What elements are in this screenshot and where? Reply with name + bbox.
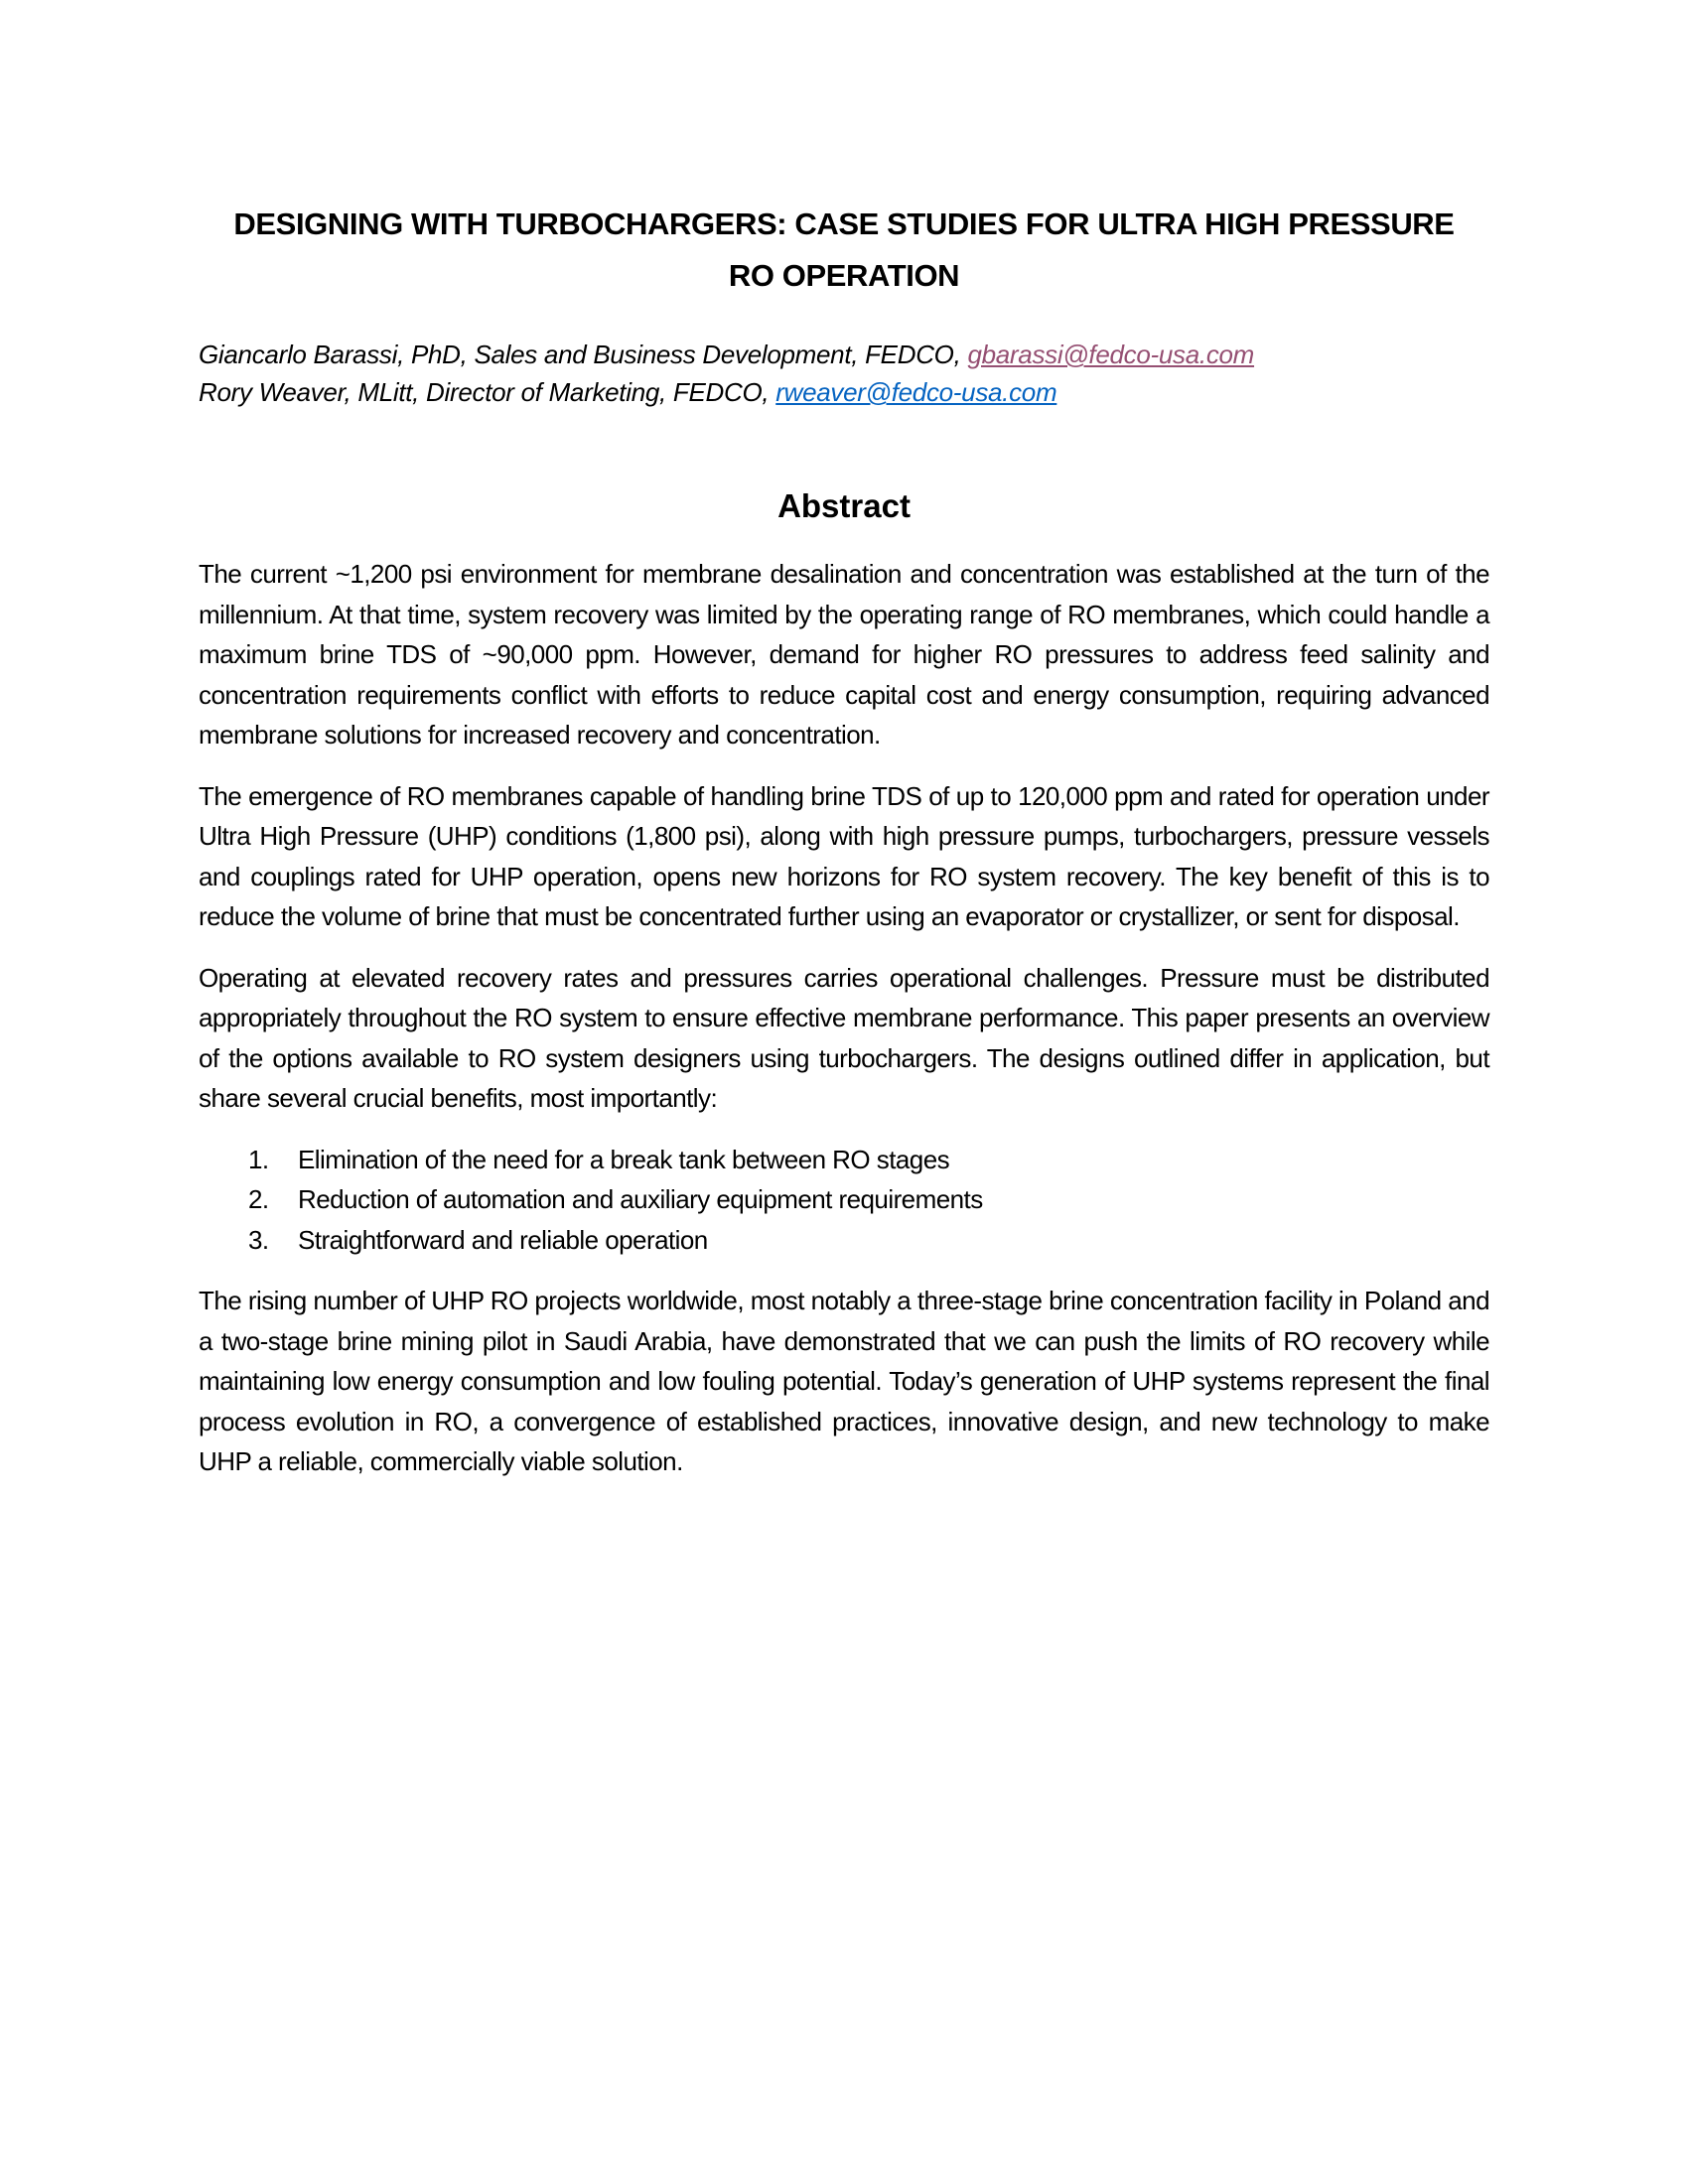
list-item-text: Elimination of the need for a break tank between RO stages — [298, 1144, 950, 1174]
paper-title-line-1: DESIGNING WITH TURBOCHARGERS: CASE STUDIES FOR ULTRA HIGH PRESSURE — [233, 206, 1455, 241]
abstract-heading: Abstract — [777, 487, 911, 524]
list-item-number: 1. — [248, 1144, 269, 1174]
list-item-text: Straightforward and reliable operation — [298, 1224, 708, 1255]
list-item-text: Reduction of automation and auxiliary equipment requirements — [298, 1184, 983, 1214]
author-1-email-link[interactable]: gbarassi@fedco-usa.com — [967, 340, 1255, 369]
abstract-body — [199, 554, 1489, 1503]
author-block — [199, 336, 1489, 411]
list-item — [199, 1220, 1489, 1261]
list-item-number: 3. — [248, 1224, 269, 1255]
list-item — [199, 1179, 1489, 1220]
benefits-list — [199, 1140, 1489, 1261]
author-2-affiliation: Rory Weaver, MLitt, Director of Marketing, FEDCO, — [199, 377, 776, 407]
abstract-paragraph-3: Operating at elevated recovery rates and pressures carries operational challenges. Pressure must be distributed appropriately throughout the RO system to ensure effective membrane performance. This paper presents an overview of the options available to RO system designers using turbochargers. The designs outlined differ in application, but share several crucial benefits, most importantly: — [199, 962, 1489, 1113]
author-line-1 — [199, 336, 1489, 373]
author-line-2 — [199, 373, 1489, 411]
abstract-paragraph-2: The emergence of RO membranes capable of handling brine TDS of up to 120,000 ppm and rated for operation under Ultra High Pressure (UHP) conditions (1,800 psi), along with high pressure pumps, turbochargers, pressure vessels and couplings rated for UHP operation, opens new horizons for RO system recovery. The key benefit of this is to reduce the volume of brine that must be concentrated further using an evaporator or crystallizer, or sent for disposal. — [199, 780, 1489, 931]
list-item — [199, 1140, 1489, 1180]
abstract-closing-paragraph: The rising number of UHP RO projects worldwide, most notably a three-stage brine concentration facility in Poland and a two-stage brine mining pilot in Saudi Arabia, have demonstrated that we can push the limits of RO recovery while maintaining low energy consumption and low fouling potential. Today’s generation of UHP systems represent the final process evolution in RO, a convergence of established practices, innovative design, and new technology to make UHP a reliable, commercially viable solution. — [199, 1286, 1489, 1476]
paper-title — [199, 199, 1489, 302]
paper-title-line-2: RO OPERATION — [728, 258, 960, 293]
abstract-paragraph-1: The current ~1,200 psi environment for membrane desalination and concentration was established at the turn of the millennium. At that time, system recovery was limited by the operating range of RO membranes, which could handle a maximum brine TDS of ~90,000 ppm. However, demand for higher RO pressures to address feed salinity and concentration requirements conflict with efforts to reduce capital cost and energy consumption, requiring advanced membrane solutions for increased recovery and concentration. — [199, 559, 1489, 750]
author-1-affiliation: Giancarlo Barassi, PhD, Sales and Business Development, FEDCO, — [199, 340, 968, 369]
list-item-number: 2. — [248, 1184, 269, 1214]
author-2-email-link[interactable]: rweaver@fedco-usa.com — [775, 377, 1057, 407]
